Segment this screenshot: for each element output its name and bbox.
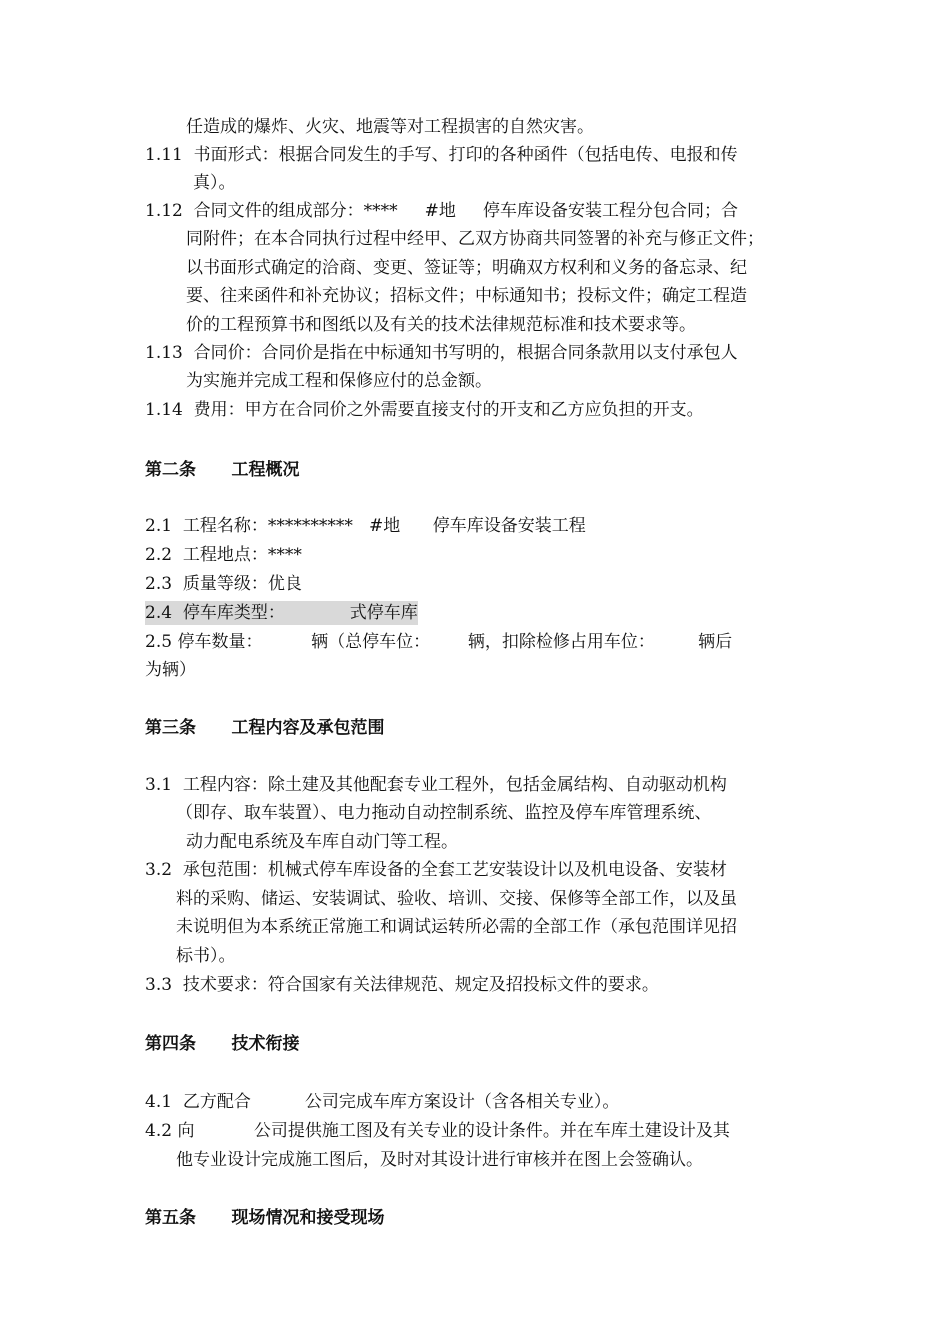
- clause-1-12-line: 1.12 合同文件的组成部分：**** #地 停车库设备安装工程分包合同；合: [145, 201, 738, 221]
- clause-3-2-line: 标书）。: [176, 946, 236, 966]
- clause-1-13-line: 1.13 合同价：合同价是指在中标通知书写明的，根据合同条款用以支付承包人: [145, 343, 738, 363]
- clause-3-3: 3.3 技术要求：符合国家有关法律规范、规定及招投标文件的要求。: [145, 975, 659, 995]
- clause-3-1-line: （即存、取车装置）、电力拖动自动控制系统、监控及停车库管理系统、: [176, 803, 712, 823]
- clause-1-11-line: 真）。: [193, 173, 236, 193]
- clause-2-5-continued: 为辆）: [145, 660, 196, 680]
- article-4-heading: 第四条 技术衔接: [145, 1034, 300, 1054]
- clause-1-13-line: 为实施并完成工程和保修应付的总金额。: [186, 371, 492, 391]
- clause-4-2-line: 4.2 向 公司提供施工图及有关专业的设计条件。并在车库土建设计及其: [145, 1121, 730, 1141]
- clause-3-2-line: 料的采购、储运、安装调试、验收、培训、交接、保修等全部工作，以及虽: [176, 889, 737, 909]
- clause-3-2-line: 未说明但为本系统正常施工和调试运转所必需的全部工作（承包范围详见招: [176, 917, 737, 937]
- clause-2-3: 2.3 质量等级：优良: [145, 574, 302, 594]
- clause-2-5: 2.5 停车数量： 辆（总停车位： 辆，扣除检修占用车位： 辆后: [145, 632, 733, 652]
- article-5-heading: 第五条 现场情况和接受现场: [145, 1208, 385, 1228]
- clause-3-1-line: 3.1 工程内容：除土建及其他配套专业工程外，包括金属结构、自动驱动机构: [145, 775, 727, 795]
- clause-2-2: 2.2 工程地点：****: [145, 545, 302, 565]
- clause-4-2-line: 他专业设计完成施工图后，及时对其设计进行审核并在图上会签确认。: [176, 1150, 703, 1170]
- article-3-heading: 第三条 工程内容及承包范围: [145, 718, 385, 738]
- article-2-heading: 第二条 工程概况: [145, 460, 300, 480]
- clause-1-14-line: 1.14 费用：甲方在合同价之外需要直接支付的开支和乙方应负担的开支。: [145, 400, 704, 420]
- clause-2-4-highlighted: 2.4 停车库类型： 式停车库: [145, 603, 418, 623]
- clause-1-12-line: 以书面形式确定的洽商、变更、签证等；明确双方权利和义务的备忘录、纪: [186, 258, 747, 278]
- clause-4-1: 4.1 乙方配合 公司完成车库方案设计（含各相关专业）。: [145, 1092, 620, 1112]
- clause-1-12-line: 价的工程预算书和图纸以及有关的技术法律规范标准和技术要求等。: [186, 315, 696, 335]
- text-line: 任造成的爆炸、火灾、地震等对工程损害的自然灾害。: [186, 117, 594, 137]
- clause-3-2-line: 3.2 承包范围：机械式停车库设备的全套工艺安装设计以及机电设备、安装材: [145, 860, 727, 880]
- clause-2-1: 2.1 工程名称：********** #地 停车库设备安装工程: [145, 516, 586, 536]
- clause-3-1-line: 动力配电系统及车库自动门等工程。: [186, 832, 458, 852]
- clause-1-11-line: 1.11 书面形式：根据合同发生的手写、打印的各种函件（包括电传、电报和传: [145, 145, 738, 165]
- clause-1-12-line: 要、往来函件和补充协议；招标文件；中标通知书；投标文件；确定工程造: [186, 286, 747, 306]
- clause-1-12-line: 同附件；在本合同执行过程中经甲、乙双方协商共同签署的补充与修正文件；: [186, 229, 764, 249]
